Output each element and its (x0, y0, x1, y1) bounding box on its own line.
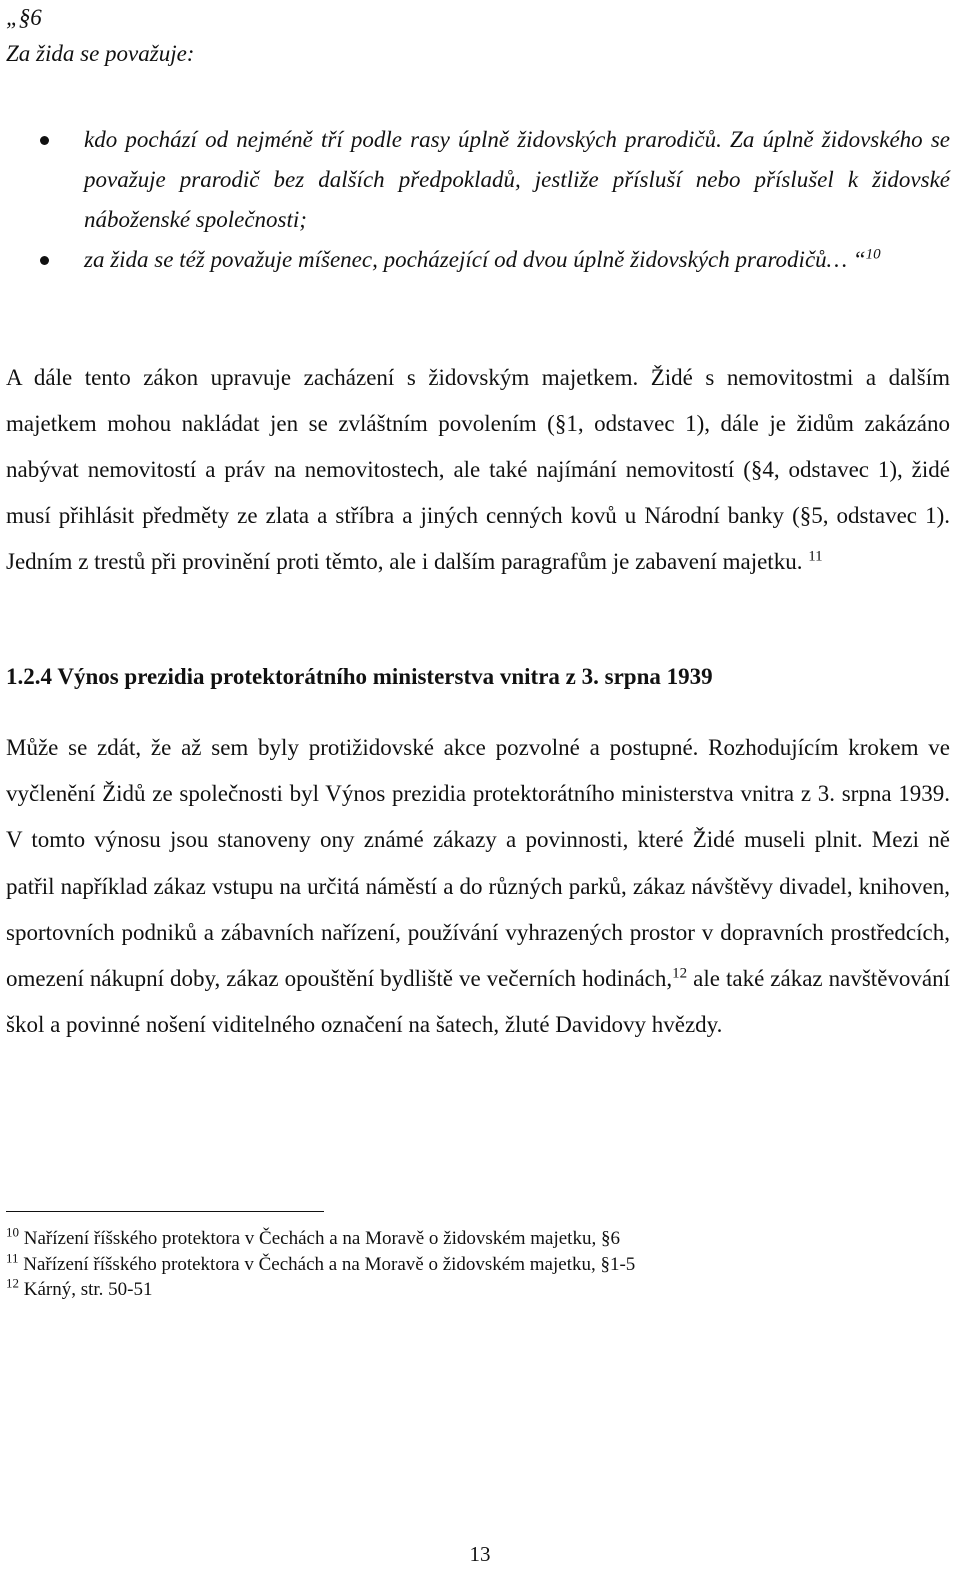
footnote-divider (6, 1211, 324, 1212)
footnote (6, 1252, 946, 1278)
quote-title: Za žida se považuje: (6, 41, 195, 66)
quote-section-number: „§6 (6, 5, 42, 30)
footnote-number: 12 (6, 1275, 19, 1291)
footnote (6, 1226, 946, 1252)
footnote-ref: 12 (672, 965, 688, 982)
paragraph-text: Může se zdát, že až sem byly protižidovské akce pozvolné a postupné. Rozhodujícím krokem ve vyčlenění Židů ze společnosti byl Výnos prezidia protektorátního ministerstva vnitra z 3. srpna 1939. V tomto výnosu jsou stanoveny ony známé zákazy a povinnosti, které Židé museli plnit. Mezi ně patřil například zákaz vstupu na určitá náměstí a do různých parků, zákaz návštěvy divadel, knihoven, sportovních podniků a zábavních nařízení, používání vyhrazených prostor v dopravních prostředcích, omezení nákupní doby, zákaz opouštění bydliště ve večerních hodinách, (6, 735, 950, 992)
section-heading: 1.2.4 Výnos prezidia protektorátního ministerstva vnitra z 3. srpna 1939 (6, 664, 713, 689)
footnote-text: Nařízení říšského protektora v Čechách a na Moravě o židovském majetku, §6 (23, 1228, 620, 1249)
footnote (6, 1277, 946, 1303)
body-paragraph (6, 725, 950, 1048)
footnote-number: 10 (6, 1224, 19, 1240)
paragraph-text: ale také zákaz navštěvování škol a povinné nošení viditelného označení na šatech, žluté Davidovy hvězdy. (6, 966, 951, 1038)
bullet-dot-icon (40, 256, 49, 265)
list-item-text: za žida se též považuje míšenec, pocházející od dvou úplně židovských prarodičů… “ (84, 247, 866, 272)
paragraph-text: A dále tento zákon upravuje zacházení s židovským majetkem. Židé s nemovitostmi a dalším majetkem mohou nakládat jen se zvláštním povolením (§1, odstavec 1), dále je židům zakázáno nabývat nemovitostí a práv na nemovitostech, ale také najímání nemovitostí (§4, odstavec 1), židé musí přihlásit předměty ze zlata a stříbra a jiných cenných kovů u Národní banky (§5, odstavec 1). Jedním z trestů při provinění proti těmto, ale i dalším paragrafům je zabavení majetku. (6, 365, 950, 574)
footnotes (6, 1226, 946, 1303)
footnote-ref: 11 (808, 548, 823, 565)
footnote-text: Nařízení říšského protektora v Čechách a na Moravě o židovském majetku, §1-5 (23, 1253, 636, 1275)
quote-bullet-list (36, 120, 950, 280)
bullet-dot-icon (40, 136, 49, 145)
list-item-text: kdo pochází od nejméně tří podle rasy úplně židovských prarodičů. Za úplně židovského se považuje prarodič bez dalších předpokladů, jestliže přísluší nebo příslušel k židovské náboženské společnosti; (84, 127, 950, 232)
footnote-number: 11 (6, 1250, 19, 1266)
list-item (36, 120, 950, 240)
footnote-text: Kárný, str. 50-51 (23, 1279, 153, 1300)
list-item (36, 240, 950, 280)
body-paragraph (6, 355, 950, 585)
footnote-ref: 10 (865, 246, 881, 263)
page-number: 13 (469, 1542, 491, 1566)
